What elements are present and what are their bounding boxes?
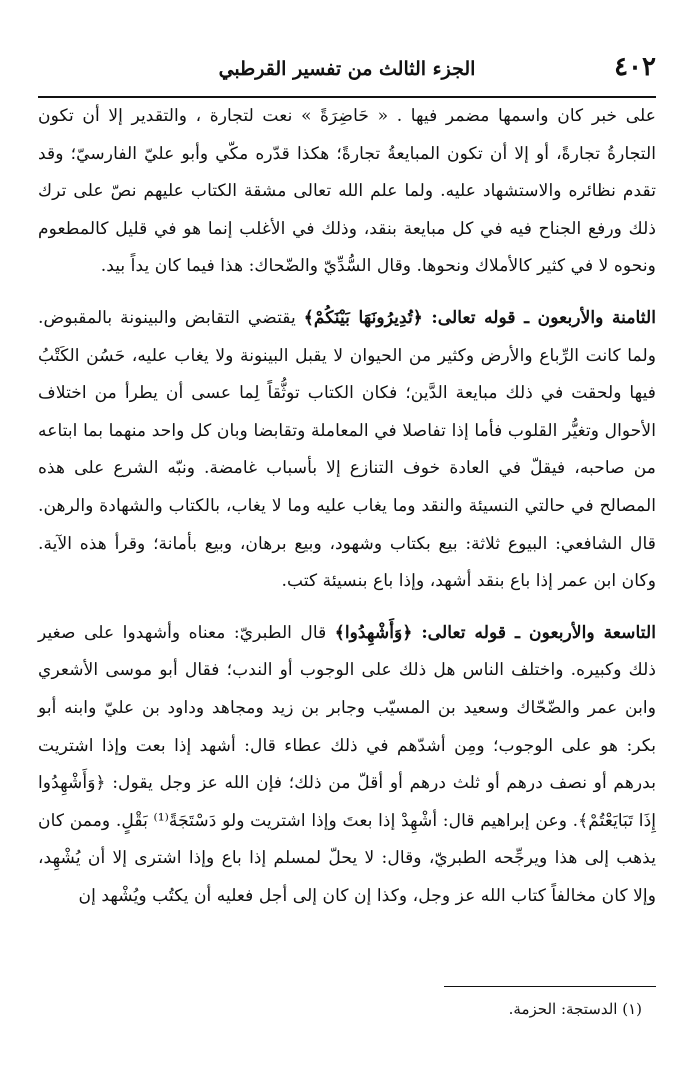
section-heading: التاسعة والأربعون ـ قوله تعالى: — [412, 622, 656, 643]
body-text — [38, 98, 656, 915]
footnote: (١) الدستجة: الحزمة. — [508, 1000, 642, 1018]
page-number: ٤٠٢ — [614, 52, 656, 82]
paragraph — [38, 615, 656, 916]
paragraph — [38, 300, 656, 601]
page-header — [38, 52, 656, 98]
paragraph-text: قال الطبريّ: معناه وأشهدوا على صغير ذلك وكبيره. واختلف الناس هل ذلك على الوجوب أو الندب؛ فقال أبو موسى الأشعري وابن عمر والضّحّاك وسعيد بن المسيّب وجابر بن زيد ومجاهد وداود بن عليّ وابنه أبو بكر: هو على الوجوب؛ ومِن أشدّهم في ذلك عطاء قال: أشهد إذا بعت وإذا اشتريت بدرهم أو نصف درهم أو ثلث درهم أو أقلّ من ذلك؛ فإن الله عز وجل يقول: ﴿وَأَشْهِدُوا إِذَا تَبَايَعْتُمْ﴾. وعن إبراهيم قال: أشْهِدْ إذا بعتَ وإذا اشتريت ولو دَسْتَجَةً⁽¹⁾ بَقْلٍ. وممن كان يذهب إلى هذا ويرجِّحه الطبريّ، وقال: لا يحلّ لمسلم إذا باع وإذا اشترى إلا أن يُشْهِد، وإلا كان مخالفاً كتاب الله عز وجل، وكذا إن كان إلى أجل فعليه أن يكتُب ويُشْهد إن — [38, 622, 656, 906]
paragraph — [38, 98, 656, 286]
quran-verse: ﴿تُدِيرُونَهَا بَيْنَكُمْ﴾ — [303, 307, 423, 328]
section-heading: الثامنة والأربعون ـ قوله تعالى: — [422, 307, 656, 328]
paragraph-text: على خبر كان واسمها مضمر فيها . « حَاضِرَةً » نعت لتجارة ، والتقدير إلا أن تكون التجارةُ تجارةً، أو إلا أن تكون المبايعةُ تجارةً؛ هكذا قدّره مكّي وأبو عليّ الفارسيّ؛ وقد تقدم نظائره والاستشهاد عليه. ولما علم الله تعالى مشقة الكتاب عليهم نصّ على ترك ذلك ورفع الجناح فيه في كل مبايعة بنقد، وذلك في الأغلب إنما هو في قليل كالمطعوم ونحوه لا في كثير كالأملاك ونحوها. وقال السُّدِّيّ والضّحاك: هذا فيما كان يداً بيد. — [38, 106, 656, 277]
footnote-divider — [444, 986, 656, 987]
paragraph-text: يقتضي التقابض والبينونة بالمقبوض. ولما كانت الرِّباع والأرض وكثير من الحيوان لا يقبل البينونة ولا يغاب عليه، حَسُن الكَتْبُ فيها ولحقت في ذلك مبايعة الدَّين؛ فكان الكتاب توثُّقاً لِما عسى أن يطرأ من اختلاف الأحوال وتغيُّر القلوب فأما إذا تفاصلا في المعاملة وتقابضا وبان كل واحد منهما بما ابتاعه من صاحبه، فيقلّ في العادة خوف التنازع إلا بأسباب غامضة. ونبّه الشرع على هذه المصالح في حالتي النسيئة والنقد وما يغاب عليه وما لا يغاب، بالكتاب والشهادة والرهن. قال الشافعي: البيوع ثلاثة: بيع بكتاب وشهود، وبيع برهان، وبيع بأمانة؛ وقرأ هذه الآية. وكان ابن عمر إذا باع بنقد أشهد، وإذا باع بنسيئة كتب. — [38, 307, 656, 592]
running-title: الجزء الثالث من تفسير القرطبي — [218, 58, 476, 80]
quran-verse: ﴿وَأَشْهِدُوا﴾ — [334, 622, 413, 643]
